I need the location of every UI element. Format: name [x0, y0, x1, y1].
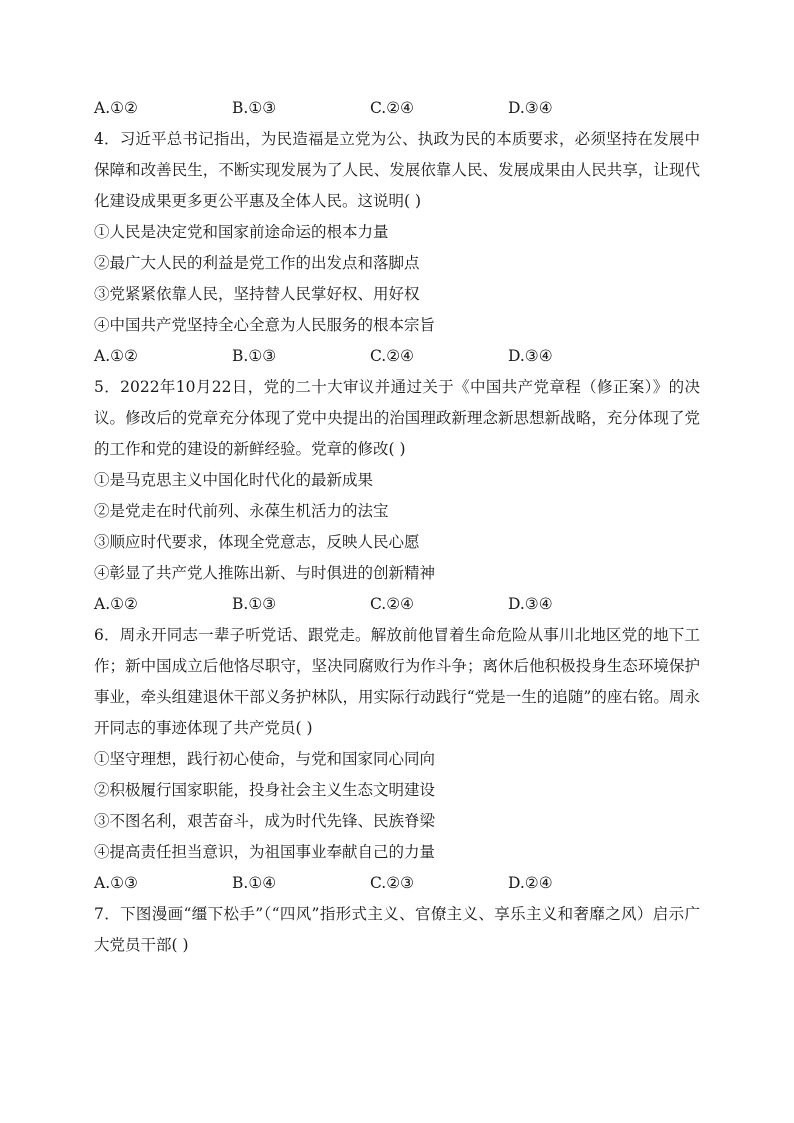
- q5-statement-4: ④彰显了共产党人推陈出新、与时俱进的创新精神: [94, 564, 436, 582]
- q4-statement-4: ④中国共产党坚持全心全意为人民服务的根本宗旨: [94, 316, 436, 334]
- q4-option-d: D.③④: [508, 347, 553, 365]
- q4-option-a: A.①②: [94, 347, 138, 365]
- q6-stem: 6．周永开同志一辈子听党话、跟党走。解放前他冒着生命危险从事川北地区党的地下工作；新中国成立后他恪尽职守，坚决同腐败行为作斗争；离休后他积极投身生态环境保护事业，牵头组建退休干部义务护林队，用实际行动践行“党是一生的追随”的座右铭。周永开同志的事迹体现了共产党员( ): [94, 626, 700, 737]
- q5-statement-2: ②是党走在时代前列、永葆生机活力的法宝: [94, 502, 389, 520]
- q3-options: [94, 93, 700, 124]
- q5-option-c: C.②④: [370, 595, 415, 613]
- q4-statement-2: ②最广大人民的利益是党工作的出发点和落脚点: [94, 254, 420, 272]
- q3-option-a: A.①②: [94, 99, 138, 117]
- q3-option-c: C.②④: [370, 99, 415, 117]
- q6-option-a: A.①③: [94, 874, 138, 892]
- q4-statement-3: ③党紧紧依靠人民，坚持替人民掌好权、用好权: [94, 285, 420, 303]
- q5-statement-3: ③顺应时代要求，体现全党意志，反映人民心愿: [94, 533, 420, 551]
- q4-statement-1: ①人民是决定党和国家前途命运的根本力量: [94, 223, 389, 241]
- q5-options: [94, 589, 700, 620]
- question-content: [94, 93, 700, 961]
- q4-options: [94, 341, 700, 372]
- q6-statement-2: ②积极履行国家职能，投身社会主义生态文明建设: [94, 781, 436, 799]
- q6-statement-4: ④提高责任担当意识，为祖国事业奉献自己的力量: [94, 843, 436, 861]
- q7-stem: 7．下图漫画“缰下松手”（“四风”指形式主义、官僚主义、享乐主义和奢靡之风）启示广大党员干部( ): [94, 905, 700, 954]
- q5-statement-1: ①是马克思主义中国化时代化的最新成果: [94, 471, 374, 489]
- q3-option-d: D.③④: [508, 99, 553, 117]
- q6-statement-1: ①坚守理想，践行初心使命，与党和国家同心同向: [94, 750, 436, 768]
- q6-options: [94, 868, 700, 899]
- q5-option-b: B.①③: [232, 595, 277, 613]
- q4-stem: 4．习近平总书记指出，为民造福是立党为公、执政为民的本质要求，必须坚持在发展中保障和改善民生，不断实现发展为了人民、发展依靠人民、发展成果由人民共享，让现代化建设成果更多更公平惠及全体人民。这说明( ): [94, 130, 700, 210]
- q4-option-c: C.②④: [370, 347, 415, 365]
- q6-statement-3: ③不图名利，艰苦奋斗，成为时代先锋、民族脊梁: [94, 812, 436, 830]
- q6-option-b: B.①④: [232, 874, 277, 892]
- q3-option-b: B.①③: [232, 99, 277, 117]
- q6-option-d: D.②④: [508, 874, 553, 892]
- q5-option-a: A.①②: [94, 595, 138, 613]
- q6-option-c: C.②③: [370, 874, 415, 892]
- q5-option-d: D.③④: [508, 595, 553, 613]
- q4-option-b: B.①③: [232, 347, 277, 365]
- q5-stem: 5．2022年10月22日，党的二十大审议并通过关于《中国共产党章程（修正案）》的决议。修改后的党章充分体现了党中央提出的治国理政新理念新思想新战略，充分体现了党的工作和党的建设的新鲜经验。党章的修改( ): [94, 378, 700, 458]
